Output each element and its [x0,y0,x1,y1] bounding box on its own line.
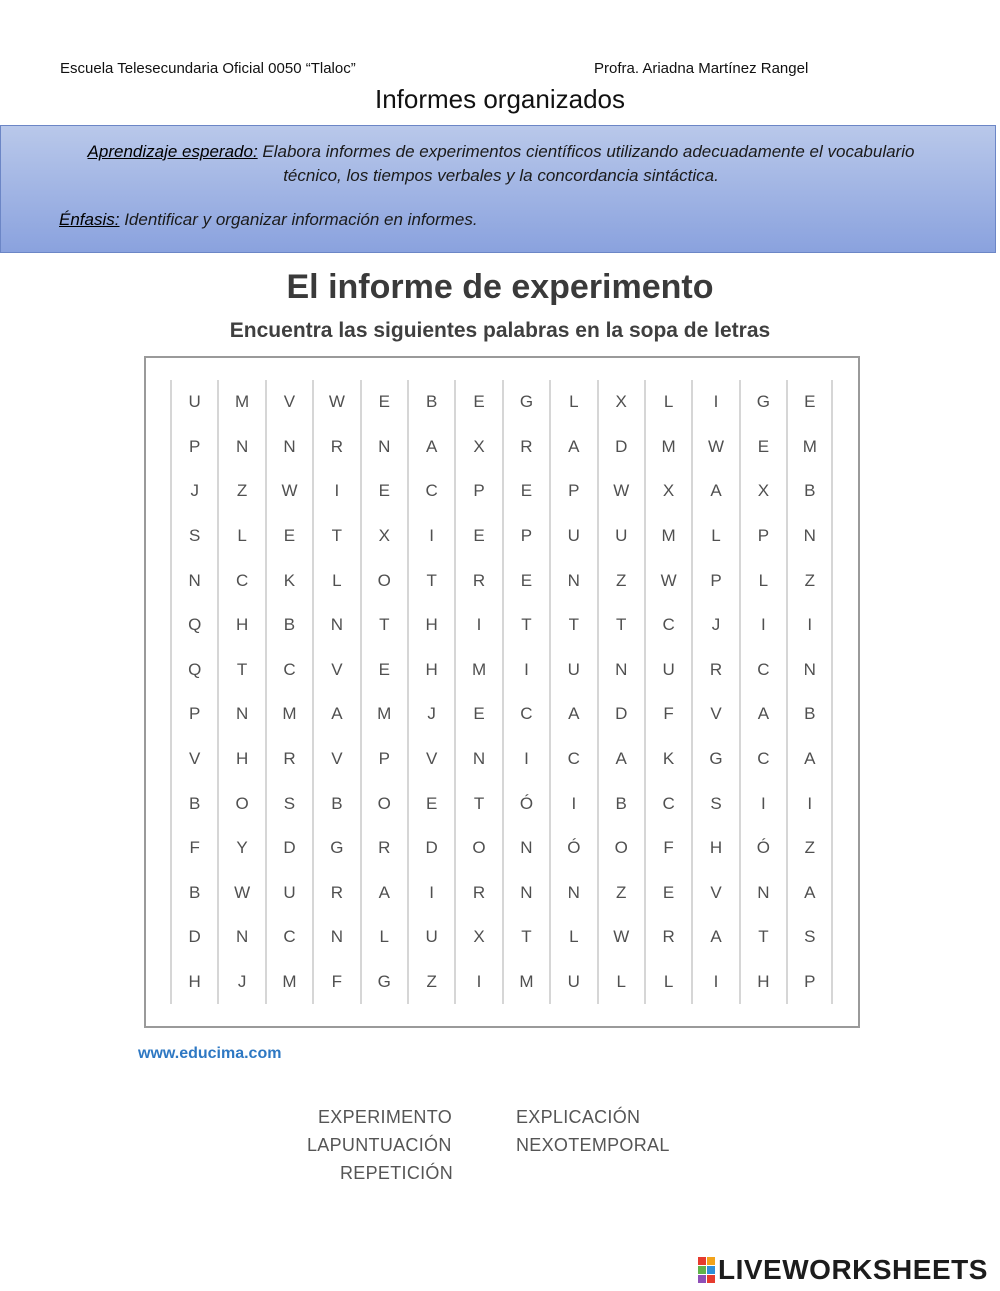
grid-cell[interactable]: D [597,692,644,737]
grid-cell[interactable]: E [454,380,501,425]
grid-cell[interactable]: N [739,871,786,916]
grid-cell[interactable]: D [597,425,644,470]
grid-cell[interactable]: L [597,960,644,1005]
grid-cell[interactable]: M [502,960,549,1005]
grid-cell[interactable]: C [265,648,312,693]
grid-cell[interactable]: I [739,781,786,826]
grid-cell[interactable]: S [265,781,312,826]
logo-block [707,1266,715,1274]
grid-cell[interactable]: R [265,737,312,782]
grid-cell[interactable]: R [454,558,501,603]
grid-cell[interactable]: T [597,603,644,648]
grid-cell[interactable]: O [597,826,644,871]
liveworksheets-logo[interactable] [698,1255,988,1285]
grid-cell[interactable]: E [786,380,833,425]
grid-cell[interactable]: F [312,960,359,1005]
grid-cell[interactable]: G [739,380,786,425]
grid-cell[interactable]: T [217,648,264,693]
grid-cell[interactable]: E [502,558,549,603]
grid-cell[interactable]: H [691,826,738,871]
grid-cell[interactable]: T [454,781,501,826]
grid-cell[interactable]: X [597,380,644,425]
grid-cell[interactable]: I [407,871,454,916]
logo-block [707,1257,715,1265]
grid-cell[interactable]: P [739,514,786,559]
grid-cell[interactable]: I [502,737,549,782]
grid-cell[interactable]: L [312,558,359,603]
grid-cell[interactable]: I [502,648,549,693]
grid-cell[interactable]: O [360,558,407,603]
grid-cell[interactable]: V [312,648,359,693]
grid-cell[interactable]: P [549,469,596,514]
logo-block [698,1275,706,1283]
grid-cell[interactable]: U [265,871,312,916]
word-repeticion: REPETICIÓN [340,1163,454,1183]
grid-cell[interactable]: M [265,960,312,1005]
grid-cell[interactable]: N [502,826,549,871]
objectives-band [0,125,996,253]
grid-cell[interactable]: E [360,648,407,693]
grid-cell[interactable]: V [407,737,454,782]
grid-cell[interactable]: F [644,826,691,871]
grid-cell[interactable]: V [170,737,217,782]
grid-cell[interactable]: B [597,781,644,826]
grid-cell[interactable]: R [502,425,549,470]
grid-cell[interactable]: H [407,648,454,693]
grid-cell[interactable]: N [265,425,312,470]
grid-cell[interactable]: R [691,648,738,693]
grid-cell[interactable]: H [170,960,217,1005]
grid-cell[interactable]: C [502,692,549,737]
worksheet-subtitle: Encuentra las siguientes palabras en la sopa de letras [229,319,771,342]
grid-cell[interactable]: C [549,737,596,782]
grid-cell[interactable]: A [407,425,454,470]
grid-cell[interactable]: C [644,781,691,826]
grid-cell[interactable]: N [454,737,501,782]
grid-cell[interactable]: W [644,558,691,603]
grid-cell[interactable]: N [502,871,549,916]
grid-cell[interactable]: N [549,871,596,916]
worksheet-title: El informe de experimento [286,268,714,306]
grid-cell[interactable]: I [549,781,596,826]
grid-cell[interactable]: B [170,781,217,826]
grid-cell[interactable]: L [360,915,407,960]
grid-cell[interactable]: P [454,469,501,514]
word-lapuntuacion: LAPUNTUACIÓN [307,1135,452,1155]
grid-cell[interactable]: U [549,648,596,693]
grid-cell[interactable]: G [691,737,738,782]
grid-cell[interactable]: A [312,692,359,737]
learning-label: Aprendizaje esperado: [87,142,258,161]
grid-cell[interactable]: Ó [739,826,786,871]
grid-cell[interactable]: S [170,514,217,559]
grid-cell[interactable]: Z [786,826,833,871]
grid-cell[interactable]: M [454,648,501,693]
grid-cell[interactable]: N [170,558,217,603]
grid-cell[interactable]: T [502,915,549,960]
grid-cell[interactable]: T [739,915,786,960]
grid-cell[interactable]: N [786,514,833,559]
page-title: Informes organizados [374,84,626,114]
grid-cell[interactable]: B [407,380,454,425]
grid-cell[interactable]: U [597,514,644,559]
grid-cell[interactable]: B [786,692,833,737]
grid-cell[interactable]: E [265,514,312,559]
logo-block [707,1275,715,1283]
grid-cell[interactable]: H [217,737,264,782]
grid-cell[interactable]: C [739,737,786,782]
grid-cell[interactable]: O [217,781,264,826]
grid-cell[interactable]: T [502,603,549,648]
grid-cell[interactable]: P [170,692,217,737]
grid-cell[interactable]: R [312,871,359,916]
grid-cell[interactable]: I [691,960,738,1005]
grid-cell[interactable]: S [691,781,738,826]
grid-cell[interactable]: L [691,514,738,559]
grid-cell[interactable]: J [691,603,738,648]
grid-cell[interactable]: O [454,826,501,871]
emphasis-text: Identificar y organizar información en informes. [119,210,478,229]
grid-cell[interactable]: F [170,826,217,871]
grid-cell[interactable]: C [644,603,691,648]
grid-cell[interactable]: I [691,380,738,425]
grid-cell[interactable]: C [739,648,786,693]
logo-icon [698,1257,715,1283]
grid-cell[interactable]: A [786,871,833,916]
grid-cell[interactable]: H [407,603,454,648]
grid-cell[interactable]: R [360,826,407,871]
grid-cell[interactable]: U [549,514,596,559]
school-name: Escuela Telesecundaria Oficial 0050 “Tlaloc” [60,60,356,77]
grid-cell[interactable]: D [170,915,217,960]
grid-cell[interactable]: Q [170,603,217,648]
grid-cell[interactable]: A [786,737,833,782]
grid-cell[interactable]: I [739,603,786,648]
grid-cell[interactable]: E [739,425,786,470]
grid-cell[interactable]: Z [217,469,264,514]
emphasis-label: Énfasis: [59,210,120,229]
grid-cell[interactable]: M [644,425,691,470]
grid-cell[interactable]: L [739,558,786,603]
grid-cell[interactable]: V [691,692,738,737]
grid-cell[interactable]: Z [407,960,454,1005]
grid-cell[interactable]: A [691,469,738,514]
grid-cell[interactable]: I [407,514,454,559]
grid-cell[interactable]: V [265,380,312,425]
grid-cell[interactable]: C [265,915,312,960]
grid-cell[interactable]: B [786,469,833,514]
grid-cell[interactable]: M [644,514,691,559]
grid-cell[interactable]: C [407,469,454,514]
grid-cell[interactable]: L [217,514,264,559]
grid-cell[interactable]: O [360,781,407,826]
grid-cell[interactable]: S [786,915,833,960]
grid-cell[interactable]: B [312,781,359,826]
grid-cell[interactable]: N [312,915,359,960]
grid-cell[interactable]: F [644,692,691,737]
grid-cell[interactable]: T [312,514,359,559]
grid-cell[interactable]: D [265,826,312,871]
grid-cell[interactable]: M [360,692,407,737]
grid-cell[interactable]: K [265,558,312,603]
logo-block [698,1257,706,1265]
grid-cell[interactable]: E [360,469,407,514]
grid-cell[interactable]: E [360,380,407,425]
grid-cell[interactable]: U [407,915,454,960]
grid-cell[interactable]: A [739,692,786,737]
grid-cell[interactable]: G [360,960,407,1005]
grid-cell[interactable]: J [407,692,454,737]
grid-cell[interactable]: R [644,915,691,960]
grid-cell[interactable]: W [597,469,644,514]
grid-cell[interactable]: I [786,781,833,826]
grid-cell[interactable]: U [549,960,596,1005]
word-experimento: EXPERIMENTO [318,1107,452,1127]
grid-cell[interactable]: R [312,425,359,470]
grid-cell[interactable]: P [502,514,549,559]
grid-cell[interactable]: J [217,960,264,1005]
grid-cell[interactable]: Z [597,871,644,916]
website-link[interactable]: www.educima.com [138,1045,282,1062]
word-search-frame [144,356,860,1028]
grid-cell[interactable]: K [644,737,691,782]
grid-cell[interactable]: L [549,915,596,960]
word-search-grid [170,380,833,1004]
grid-cell[interactable]: I [454,960,501,1005]
grid-cell[interactable]: E [454,692,501,737]
grid-cell[interactable]: A [360,871,407,916]
grid-cell[interactable]: U [170,380,217,425]
grid-cell[interactable]: A [549,692,596,737]
grid-cell[interactable]: L [644,380,691,425]
grid-cell[interactable]: P [691,558,738,603]
grid-cell[interactable]: T [360,603,407,648]
teacher-name: Profra. Ariadna Martínez Rangel [594,60,809,77]
grid-cell[interactable]: T [549,603,596,648]
learning-objective [61,140,941,188]
grid-cell[interactable]: V [312,737,359,782]
grid-cell[interactable]: N [597,648,644,693]
grid-cell[interactable]: C [217,558,264,603]
grid-cell[interactable]: N [312,603,359,648]
grid-cell[interactable]: I [786,603,833,648]
grid-cell[interactable]: N [360,425,407,470]
grid-cell[interactable]: N [217,425,264,470]
grid-cell[interactable]: P [786,960,833,1005]
grid-cell[interactable]: P [360,737,407,782]
grid-cell[interactable]: N [217,692,264,737]
grid-cell[interactable]: X [454,425,501,470]
grid-cell[interactable]: I [454,603,501,648]
grid-cell[interactable]: L [644,960,691,1005]
grid-cell[interactable]: N [786,648,833,693]
grid-cell[interactable]: X [360,514,407,559]
grid-cell[interactable]: B [265,603,312,648]
grid-cell[interactable]: E [644,871,691,916]
logo-text: LIVEWORKSHEETS [718,1254,988,1285]
grid-cell[interactable]: N [217,915,264,960]
grid-cell[interactable]: P [170,425,217,470]
learning-text: Elabora informes de experimentos científicos utilizando adecuadamente el vocabulario técnico, los tiempos verbales y la concordancia sintáctica. [257,142,915,185]
grid-cell[interactable]: X [644,469,691,514]
word-explicacion: EXPLICACIÓN [516,1107,641,1127]
grid-cell[interactable]: X [739,469,786,514]
grid-cell[interactable]: E [454,514,501,559]
grid-cell[interactable]: U [644,648,691,693]
grid-cell[interactable]: G [312,826,359,871]
grid-cell[interactable]: E [502,469,549,514]
word-nexotemporal: NEXOTEMPORAL [516,1135,670,1155]
grid-cell[interactable]: E [407,781,454,826]
emphasis [59,210,478,230]
grid-cell[interactable]: Z [597,558,644,603]
grid-cell[interactable]: M [786,425,833,470]
grid-cell[interactable]: W [597,915,644,960]
grid-cell[interactable]: M [217,380,264,425]
grid-cell[interactable]: W [265,469,312,514]
grid-cell[interactable]: N [549,558,596,603]
grid-cell[interactable]: A [597,737,644,782]
grid-cell[interactable]: X [454,915,501,960]
logo-block [698,1266,706,1274]
grid-cell[interactable]: B [170,871,217,916]
grid-cell[interactable]: L [549,380,596,425]
grid-cell[interactable]: W [312,380,359,425]
grid-cell[interactable]: Ó [549,826,596,871]
grid-cell[interactable]: Q [170,648,217,693]
grid-cell[interactable]: H [739,960,786,1005]
grid-cell[interactable]: R [454,871,501,916]
grid-cell[interactable]: A [549,425,596,470]
grid-cell[interactable]: J [170,469,217,514]
grid-cell[interactable]: Ó [502,781,549,826]
grid-cell[interactable]: Y [217,826,264,871]
grid-cell[interactable]: Z [786,558,833,603]
grid-cell[interactable]: M [265,692,312,737]
grid-cell[interactable]: W [217,871,264,916]
grid-cell[interactable]: G [502,380,549,425]
grid-cell[interactable]: A [691,915,738,960]
grid-cell[interactable]: H [217,603,264,648]
grid-cell[interactable]: W [691,425,738,470]
grid-cell[interactable]: V [691,871,738,916]
grid-cell[interactable]: I [312,469,359,514]
grid-cell[interactable]: T [407,558,454,603]
grid-cell[interactable]: D [407,826,454,871]
